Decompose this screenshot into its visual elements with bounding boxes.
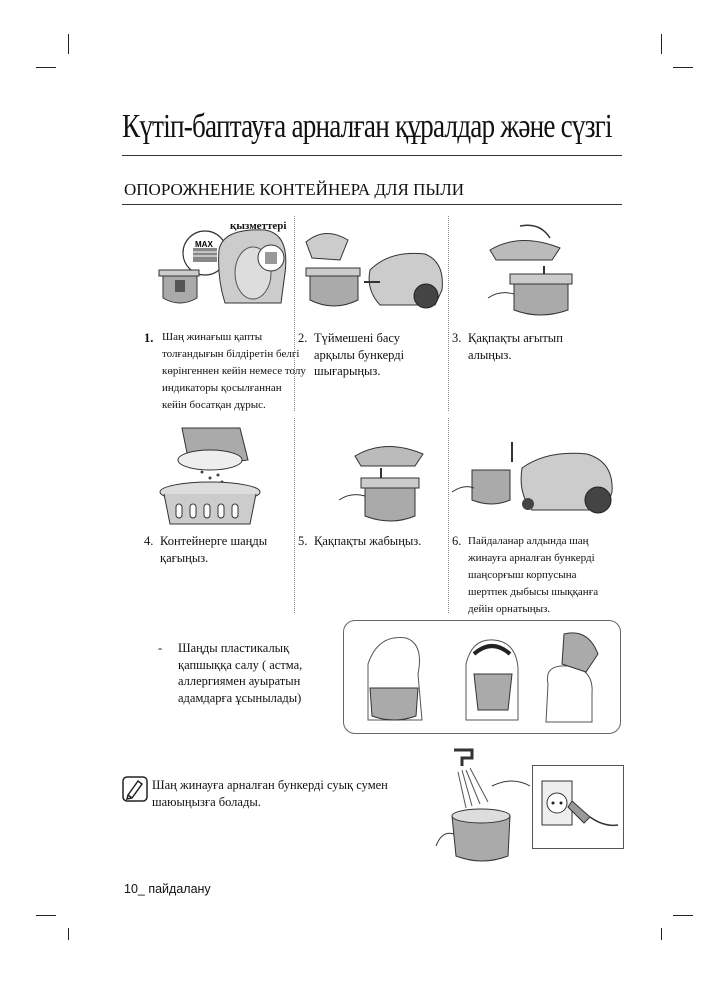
crop-mark bbox=[661, 928, 662, 940]
crop-mark bbox=[673, 67, 693, 68]
tip-dash: - bbox=[158, 641, 163, 655]
step-text-line: Пайдаланар алдында шаң bbox=[468, 535, 589, 547]
step-text-line: Шаң жинағыш қапты bbox=[162, 331, 263, 343]
illustration-unplug bbox=[532, 765, 622, 847]
indicator-label: қызметтері bbox=[230, 220, 287, 232]
section-rule bbox=[122, 204, 622, 205]
step-text-line: Қақпақты жабыңыз. bbox=[314, 534, 422, 548]
illustration-plastic-bag bbox=[348, 624, 616, 730]
step-number: 3. bbox=[452, 331, 462, 345]
tip-text-line: адамдарға ұсынылады) bbox=[178, 690, 302, 705]
step-text-line: дейін орнатыңыз. bbox=[468, 603, 551, 615]
step-text-line: Контейнерге шаңды bbox=[160, 534, 268, 548]
crop-mark bbox=[673, 915, 693, 916]
illustration-wash-bin bbox=[432, 746, 532, 876]
step-text-line: Түймешені басу bbox=[314, 331, 401, 345]
section-heading: ОПОРОЖНЕНИЕ КОНТЕЙНЕРА ДЛЯ ПЫЛИ bbox=[124, 180, 465, 199]
note-text bbox=[152, 777, 422, 810]
step-number: 4. bbox=[144, 534, 154, 548]
step-text-line: қағыңыз. bbox=[160, 550, 209, 565]
page-footer: 10_ пайдалану bbox=[124, 882, 211, 896]
note-icon bbox=[122, 776, 148, 802]
step-text-line: толғандығын білдіретін белгі bbox=[162, 348, 300, 360]
note-text-line: шаюыңызға болады. bbox=[152, 794, 261, 809]
step-text-line: шаңсорғыш корпусына bbox=[468, 569, 577, 581]
step-text-line: алыңыз. bbox=[468, 347, 512, 362]
crop-mark bbox=[661, 34, 662, 54]
page-title: Күтіп-баптауға арналған құралдар және сүзгі bbox=[122, 108, 612, 145]
step-number: 2. bbox=[298, 331, 308, 345]
illustration-remove-lid bbox=[480, 220, 580, 320]
crop-mark bbox=[68, 34, 69, 54]
crop-mark bbox=[68, 928, 69, 940]
grid-divider bbox=[294, 418, 295, 613]
title-rule bbox=[122, 155, 622, 156]
illustration-release-bin bbox=[300, 220, 445, 320]
step-number: 5. bbox=[298, 534, 308, 548]
crop-mark bbox=[36, 67, 56, 68]
step-number: 6. bbox=[452, 534, 462, 548]
step-text-line: индикаторы қосылғаннан bbox=[162, 382, 282, 394]
step-text-line: шертпек дыбысы шыққанға bbox=[468, 586, 599, 598]
max-label: MAX bbox=[195, 240, 213, 249]
tip-text-line: аллергиямен ауыратын bbox=[178, 674, 301, 688]
step-number: 1. bbox=[144, 331, 154, 345]
grid-divider bbox=[448, 418, 449, 613]
illustration-reinstall-bin bbox=[452, 422, 617, 527]
note-text-line: Шаң жинауға арналған бункерді суық сумен bbox=[152, 778, 388, 792]
step-text-line: көрінгеннен кейін немесе толу bbox=[162, 365, 306, 377]
illustration-full-indicator bbox=[155, 218, 295, 318]
grid-divider bbox=[448, 216, 449, 411]
illustration-close-lid bbox=[335, 420, 435, 528]
step-text-line: кейін босатқан дұрыс. bbox=[162, 399, 266, 411]
crop-mark bbox=[36, 915, 56, 916]
step-text-line: Қақпақты ағытып bbox=[468, 331, 563, 345]
step-text-line: жинауға арналған бункерді bbox=[468, 552, 595, 564]
step-text-line: шығарыңыз. bbox=[314, 364, 381, 378]
tip-text-line: Шаңды пластикалық bbox=[178, 641, 290, 655]
illustration-empty-bin bbox=[160, 420, 270, 528]
tip-text-line: қапшыққа салу ( астма, bbox=[178, 657, 303, 672]
step-text-line: арқылы бункерді bbox=[314, 347, 405, 362]
